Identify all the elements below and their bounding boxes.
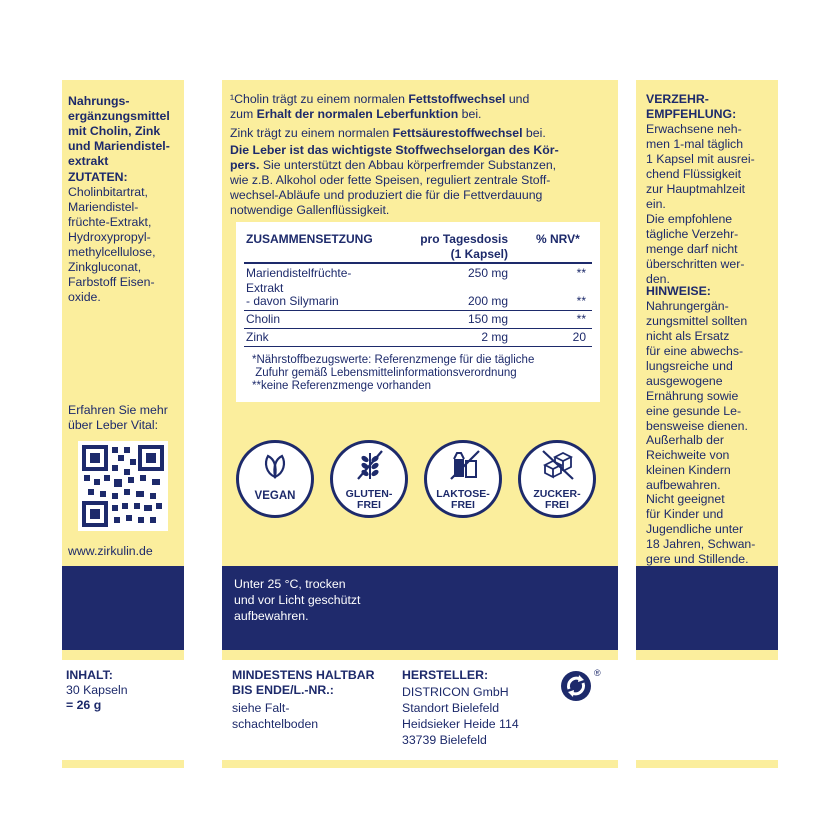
manufacturer-text: DISTRICON GmbH Standort Bielefeld Heidsieker Heide 114 33739 Bielefeld (402, 685, 519, 747)
row-name-2: - davon Silymarin (246, 294, 339, 308)
row-dose-1: 250 mg (467, 266, 508, 280)
usage-text: Erwachsene neh- men 1-mal täglich 1 Kapsel mit ausrei- chend Flüssigkeit zur Hauptmahlzeit ein. (646, 122, 755, 211)
left-navy-band (62, 566, 184, 650)
milk-carton-icon (449, 449, 481, 481)
row-nrv-2: ** (576, 294, 586, 308)
left-bottom-strip (62, 650, 184, 660)
children-warning: Außerhalb der Reichweite von kleinen Kindern aufbewahren. (646, 433, 731, 492)
sugar-cubes-icon (541, 449, 575, 481)
not-suitable-warning: Nicht geeignet für Kinder und Jugendliche unter 18 Jahren, Schwan- gere und Stillende. (646, 492, 756, 566)
footnote-nrv: *Nährstoffbezugswerte: Referenzmenge für die tägliche Zufuhr gemäß Lebensmittelinformationsverordnung (252, 354, 535, 379)
table-col-composition: ZUSAMMENSETZUNG (246, 232, 373, 246)
center-base (222, 760, 618, 768)
table-row-rule-2 (244, 328, 592, 329)
row-dose-2: 200 mg (467, 294, 508, 308)
wheat-icon (355, 449, 385, 481)
left-base (62, 760, 184, 768)
table-bottom-rule (244, 346, 592, 347)
recycling-icon (560, 670, 592, 702)
center-bottom-strip (222, 650, 618, 660)
registered-mark: ® (594, 668, 601, 678)
manufacturer-heading: HERSTELLER: (402, 668, 489, 682)
content-weight: = 26 g (66, 698, 102, 712)
vegan-label: VEGAN (254, 490, 296, 502)
row-name-4: Zink (246, 330, 269, 344)
row-nrv-4: 20 (572, 330, 586, 344)
row-name-3: Cholin (246, 312, 281, 326)
row-name-1: Mariendistelfrüchte- Extrakt (246, 266, 352, 295)
content-heading: INHALT: (66, 668, 113, 682)
right-base (636, 760, 778, 768)
leaf-icon (260, 451, 290, 481)
zinc-claim: Zink trägt zu einem normalen Fettsäurestoffwechsel bei. (230, 126, 546, 140)
right-navy-band (636, 566, 778, 650)
usage-heading: VERZEHR- EMPFEHLUNG: (646, 92, 737, 121)
row-dose-3: 150 mg (467, 312, 508, 326)
gluten-free-badge (330, 440, 408, 518)
table-col-nrv: % NRV* (536, 232, 580, 246)
website-link[interactable]: www.zirkulin.de (68, 544, 153, 558)
best-before-heading: MINDESTENS HALTBAR BIS ENDE/L.-NR.: (232, 668, 375, 697)
liver-description: Die Leber ist das wichtigste Stoffwechselorgan des Kör- pers. Sie unterstützt den Abbau körperfremder Substanzen, wie z.B. Alkohol oder fette Speisen, reguliert zentrale Stoff- wechsel-Abläufe und produziert die für die Fettverdauung notwendige Gallenflüssigkeit. (230, 143, 559, 217)
lactose-free-badge (424, 440, 502, 518)
row-dose-4: 2 mg (481, 330, 508, 344)
qr-code-icon[interactable] (78, 441, 168, 531)
content-count: 30 Kapseln (66, 683, 128, 697)
notes-text: Nahrungergän- zungsmittel sollten nicht als Ersatz für eine abwechs- lungsreiche und ausgewogene Ernährung sowie eine gesunde Le- bensweise dienen. (646, 299, 748, 433)
choline-claim: ¹Cholin trägt zu einem normalen Fettstoffwechsel und zum Erhalt der normalen Leberfunktion bei. (230, 92, 530, 121)
lactose-free-label: LAKTOSE- FREI (436, 488, 490, 511)
table-header-rule (244, 262, 592, 264)
row-nrv-3: ** (576, 312, 586, 326)
dose-warning: Die empfohlene tägliche Verzehr- menge darf nicht überschritten wer- den. (646, 212, 745, 286)
vegan-badge (236, 440, 314, 518)
right-bottom-strip (636, 650, 778, 660)
footnote-no-reference: **keine Referenzmenge vorhanden (252, 380, 432, 392)
table-col-dose: pro Tagesdosis (1 Kapsel) (420, 232, 508, 261)
product-title: Nahrungs- ergänzungsmittel mit Cholin, Zink und Mariendistel- extrakt (68, 94, 170, 168)
storage-instructions: Unter 25 °C, trocken und vor Licht geschützt aufbewahren. (234, 577, 361, 623)
gluten-free-label: GLUTEN- FREI (345, 488, 393, 511)
sugar-free-label: ZUCKER- FREI (533, 488, 581, 511)
row-nrv-1: ** (576, 266, 586, 280)
best-before-text: siehe Falt- schachtelboden (232, 701, 319, 731)
table-row-rule-1 (244, 310, 592, 311)
nutrition-table-card (236, 222, 600, 402)
learn-more-text: Erfahren Sie mehr über Leber Vital: (68, 403, 168, 432)
ingredients-text: Cholinbitartrat, Mariendistel- früchte-Extrakt, Hydroxypropyl- methylcellulose, Zinkgluconat, Farbstoff Eisen- oxide. (68, 185, 156, 304)
ingredients-heading: ZUTATEN: (68, 170, 128, 184)
notes-heading: HINWEISE: (646, 284, 711, 298)
sugar-free-badge (518, 440, 596, 518)
